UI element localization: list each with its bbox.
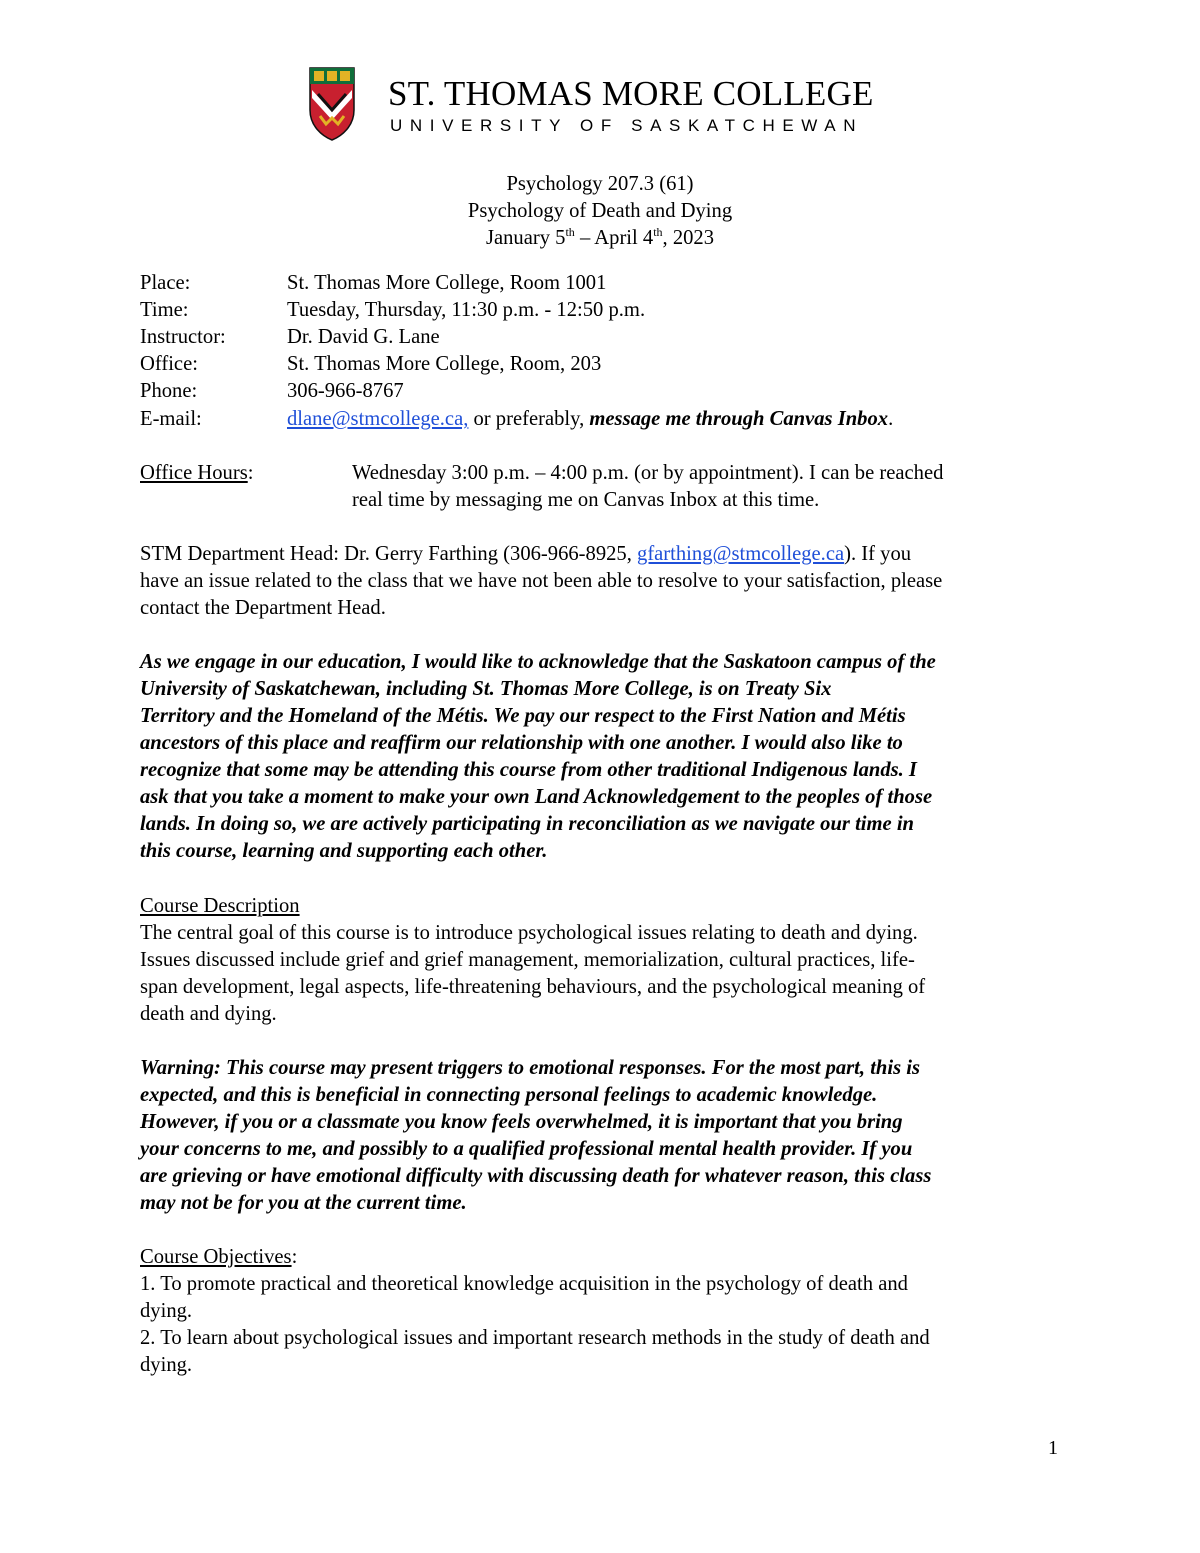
date-end: – April 4 [574, 227, 654, 249]
course-description-line: The central goal of this course is to introduce psychological issues relating to death and dying. [140, 922, 918, 944]
warning-line: Warning: This course may present triggers to emotional responses. For the most part, this is [140, 1057, 920, 1079]
instructor-value: Dr. David G. Lane [287, 326, 440, 348]
warning-line: However, if you or a classmate you know feels overwhelmed, it is important that you bring [140, 1111, 903, 1133]
college-crest-icon [308, 66, 356, 142]
email-label: E-mail: [140, 408, 202, 430]
warning-line: may not be for you at the current time. [140, 1192, 467, 1214]
land-ack-line: ask that you take a moment to make your own Land Acknowledgement to the peoples of those [140, 786, 933, 808]
department-head-line-1 [140, 541, 911, 568]
course-description-line: Issues discussed include grief and grief management, memorialization, cultural practices, life- [140, 949, 915, 971]
office-value: St. Thomas More College, Room, 203 [287, 353, 602, 375]
objective-line: dying. [140, 1300, 193, 1322]
department-head-intro-end: ). If you [844, 543, 912, 565]
course-objectives-heading [140, 1244, 297, 1271]
time-value: Tuesday, Thursday, 11:30 p.m. - 12:50 p.m. [287, 299, 646, 321]
phone-label: Phone: [140, 380, 198, 402]
email-connector: or preferably, [468, 408, 590, 430]
course-title: Psychology of Death and Dying [467, 200, 733, 222]
email-period: . [888, 408, 894, 430]
date-start: January 5 [485, 227, 566, 249]
place-label: Place: [140, 272, 191, 294]
office-label: Office: [140, 353, 198, 375]
course-objectives-colon: : [291, 1246, 298, 1268]
warning-line: are grieving or have emotional difficulty with discussing death for whatever reason, this class [140, 1165, 932, 1187]
objective-line: dying. [140, 1354, 193, 1376]
warning-line: expected, and this is beneficial in connecting personal feelings to academic knowledge. [140, 1084, 878, 1106]
instructor-email-link[interactable]: dlane@stmcollege.ca, [287, 408, 469, 430]
email-value [287, 406, 893, 433]
date-end-suffix: th [653, 225, 663, 240]
date-year: , 2023 [662, 227, 715, 249]
office-hours-line-2: real time by messaging me on Canvas Inbox at this time. [352, 489, 820, 511]
office-hours-heading: Office Hours [140, 462, 248, 484]
land-ack-line: this course, learning and supporting each other. [140, 840, 548, 862]
course-objectives-title: Course Objectives [140, 1246, 292, 1268]
university-name: UNIVERSITY OF SASKATCHEWAN [390, 116, 864, 135]
course-description-heading: Course Description [140, 895, 300, 917]
land-ack-line: University of Saskatchewan, including St. Thomas More College, is on Treaty Six [140, 678, 832, 700]
time-label: Time: [140, 299, 189, 321]
department-head-line-2: have an issue related to the class that we have not been able to resolve to your satisfaction, please [140, 570, 943, 592]
course-dates [0, 225, 1200, 252]
instructor-label: Instructor: [140, 326, 226, 348]
objective-line: 2. To learn about psychological issues and important research methods in the study of death and [140, 1327, 930, 1349]
course-description-line: death and dying. [140, 1003, 277, 1025]
office-hours-colon: : [247, 462, 254, 484]
objective-line: 1. To promote practical and theoretical knowledge acquisition in the psychology of death and [140, 1273, 908, 1295]
course-code: Psychology 207.3 (61) [506, 173, 694, 195]
land-ack-line: recognize that some may be attending this course from other traditional Indigenous lands. I [140, 759, 917, 781]
warning-line: your concerns to me, and possibly to a qualified professional mental health provider. If you [140, 1138, 913, 1160]
college-logo [308, 66, 898, 146]
phone-value: 306-966-8767 [287, 380, 404, 402]
college-name: ST. THOMAS MORE COLLEGE [388, 74, 874, 113]
department-head-line-3: contact the Department Head. [140, 597, 386, 619]
department-head-email-link[interactable]: gfarthing@stmcollege.ca [637, 543, 845, 565]
office-hours-line-1: Wednesday 3:00 p.m. – 4:00 p.m. (or by appointment). I can be reached [352, 462, 944, 484]
date-start-suffix: th [565, 225, 575, 240]
page-number: 1 [1048, 1437, 1058, 1459]
department-head-intro: STM Department Head: Dr. Gerry Farthing (306-966-8925, [140, 543, 638, 565]
land-ack-line: ancestors of this place and reaffirm our relationship with one another. I would also like to [140, 732, 903, 754]
office-hours-label [140, 460, 253, 487]
land-ack-line: Territory and the Homeland of the Métis. We pay our respect to the First Nation and Métis [140, 705, 906, 727]
email-preference: message me through Canvas Inbox [589, 408, 889, 430]
course-description-line: span development, legal aspects, life-threatening behaviours, and the psychological meaning of [140, 976, 926, 998]
land-ack-line: lands. In doing so, we are actively participating in reconciliation as we navigate our time in [140, 813, 915, 835]
place-value: St. Thomas More College, Room 1001 [287, 272, 607, 294]
land-ack-line: As we engage in our education, I would like to acknowledge that the Saskatoon campus of the [140, 651, 936, 673]
